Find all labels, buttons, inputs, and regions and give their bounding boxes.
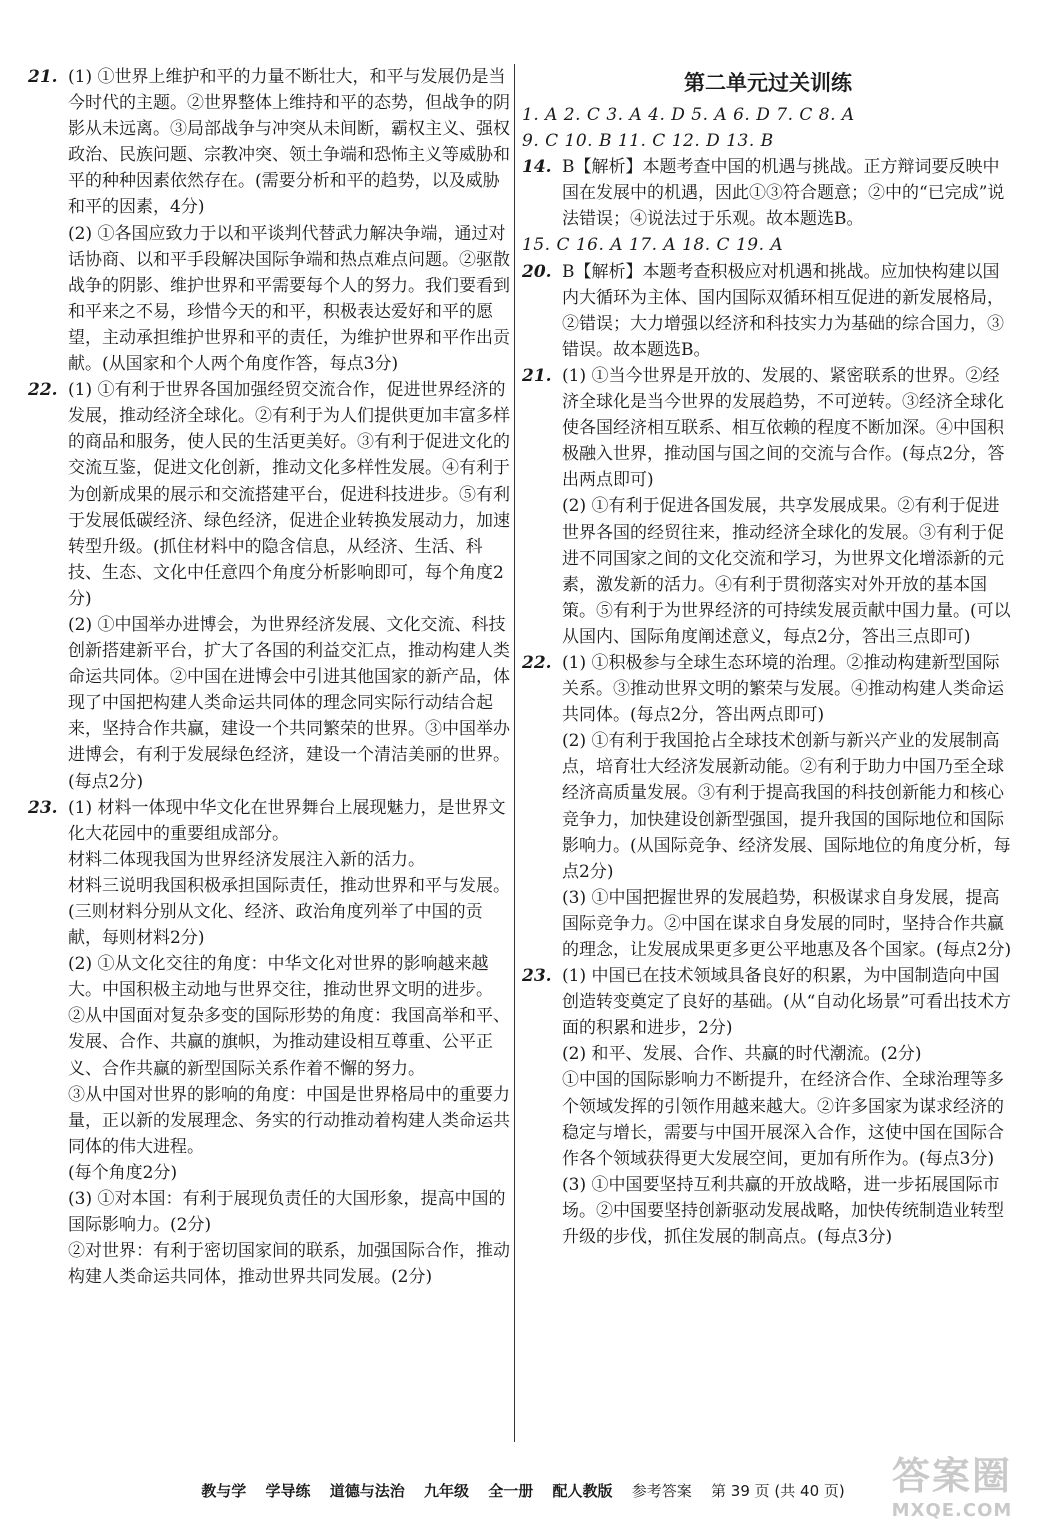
answer-part: 材料三说明我国积极承担国际责任，推动世界和平与发展。 [68,875,510,896]
question-14 [522,154,1014,232]
footer-edition: 配人教版 [552,1482,613,1500]
answer-body [68,377,510,795]
page-number: 第 39 页 (共 40 页) [711,1482,845,1500]
answer-part: (1) ①积极参与全球生态环境的治理。②推动构建新型国际关系。③推动世界文明的繁荣与发展。④推动构建人类命运共同体。(每点2分，答出两点即可) [562,652,1004,726]
footer-volume: 全一册 [488,1482,534,1500]
answer-part: ②对世界：有利于密切国家间的联系，加强国际合作，推动构建人类命运共同体，推动世界共同发展。(2分) [68,1241,510,1288]
footer-grade: 九年级 [424,1482,470,1500]
answer-part: (2) ①中国举办进博会，为世界经济发展、文化交流、科技创新搭建新平台，扩大了各国的利益交汇点，推动构建人类命运共同体。②中国在进博会中引进其他国家的新产品，体现了中国把构建人类命运共同体的理念同实际行动结合起来，坚持合作共赢，建设一个共同繁荣的世界。③中国举办进博会，有利于发展绿色经济，建设一个清洁美丽的世界。(每点2分) [68,614,510,792]
answer-part: (2) ①从文化交往的角度：中华文化对世界的影响越来越大。中国积极主动地与世界交往，推动世界文明的进步。 [68,954,493,1001]
answer-part: (2) ①有利于促进各国发展，共享发展成果。②有利于促进世界各国的经贸往来，推动经济全球化的发展。③有利于促进不同国家之间的文化交流和学习，为世界文化增添新的元素，激发新的活力。④有利于贯彻落实对外开放的基本国策。⑤有利于为世界经济的可持续发展贡献中国力量。(可以从国内、国际角度阐述意义，每点2分，答出三点即可) [562,496,1011,647]
footer-subject: 道德与法治 [329,1482,405,1500]
answer-part: (3) ①中国把握世界的发展趋势，积极谋求自身发展，提高国际竞争力。②中国在谋求自身发展的同时，坚持合作共赢的理念，让发展成果更多更公平地惠及各个国家。(每点2分) [562,887,1012,960]
question-number: 23. [28,797,58,818]
answer-part: (1) 中国已在技术领域具备良好的积累，为中国制造向中国创造转变奠定了良好的基础。(从“自动化场景”可看出技术方面的积累和进步，2分) [562,966,1012,1039]
watermark-logo: 答案圈 [891,1454,1012,1498]
question-number: 21. [28,67,58,87]
footer-series: 教与学 [201,1482,247,1500]
answer-part: (每个角度2分) [68,1162,178,1183]
question-number: 22. [28,380,58,401]
answer-part: (3) ①中国要坚持互利共赢的开放战略，进一步拓展国际市场。②中国要坚持创新驱动发展战略，加快传统制造业转型升级的步伐，抓住发展的制高点。(每点3分) [562,1174,1004,1248]
question-number: 22. [522,652,552,673]
question-21-right [522,363,1014,650]
answer-part: (1) ①世界上维护和平的力量不断壮大，和平与发展仍是当今时代的主题。②世界整体上维持和平的态势，但战争的阴影从未远离。③局部战争与冲突从未间断，霸权主义、强权政治、民族问题、宗教冲突、领土争端和恐怖主义等威胁和平的种种因素依然存在。(需要分析和平的趋势，以及威胁和平的因素，4分) [68,67,510,218]
left-column [28,64,510,1290]
question-20 [522,259,1014,363]
footer-series2: 学导练 [265,1482,311,1500]
question-number: 23. [522,966,552,987]
answer-body [562,650,1014,963]
answer-part: 材料二体现我国为世界经济发展注入新的活力。 [68,849,425,870]
answer-body [68,795,510,1291]
right-column [522,64,1014,1250]
question-23-left [28,795,510,1291]
question-22-left [28,377,510,795]
answer-part: ③从中国对世界的影响的角度：中国是世界格局中的重要力量，正以新的发展理念、务实的行动推动着构建人类命运共同体的伟大进程。 [68,1084,510,1157]
answer-part: (2) 和平、发展、合作、共赢的时代潮流。(2分) [562,1044,922,1065]
watermark-url: MXQE.COM [891,1500,1013,1521]
question-23-right [522,963,1014,1250]
answer-part: ①中国的国际影响力不断提升，在经济合作、全球治理等多个领域发挥的引领作用越来越大。②许多国家为谋求经济的稳定与增长，需要与中国开展深入合作，这使中国在国际合作各个领域获得更大发展空间，更加有所作为。(每点3分) [562,1070,1004,1169]
answer-part: (2) ①有利于我国抢占全球技术创新与新兴产业的发展制高点，培育壮大经济发展新动能。②有利于助力中国乃至全球经济高质量发展。③有利于提高我国的科技创新能力和核心竞争力，加快建设创新型强国，提升我国的国际地位和国际影响力。(从国际竞争、经济发展、国际地位的角度分析，每点2分) [562,731,1011,882]
question-number: 21. [522,365,552,386]
answer-part: ②从中国面对复杂多变的国际形势的角度：我国高举和平、发展、合作、共赢的旗帜，为推动建设相互尊重、公平正义、合作共赢的新型国际关系作着不懈的努力。 [68,1006,510,1079]
answer-part: (1) ①有利于世界各国加强经贸交流合作，促进世界经济的发展，推动经济全球化。②有利于为人们提供更加丰富多样的商品和服务，使人民的生活更美好。③有利于促进文化的交流互鉴，促进文化创新，推动文化多样性发展。④有利于为创新成果的展示和交流搭建平台，促进科技进步。⑤有利于发展低碳经济、绿色经济，促进企业转换发展动力，加速转型升级。(抓住材料中的隐含信息，从经济、生活、科技、生态、文化中任意四个角度分析影响即可，每个角度2分) [68,380,510,609]
question-number: 14. [522,157,552,178]
section-title: 第二单元过关训练 [684,71,852,95]
answer-body: B【解析】本题考查积极应对机遇和挑战。应加快构建以国内大循环为主体、国内国际双循环相互促进的新发展格局，②错误；大力增强以经济和科技实力为基础的综合国力，③错误。故本题选B。 [562,261,1004,360]
answer-body: B【解析】本题考查中国的机遇与挑战。正方辩词要反映中国在发展中的机遇，因此①③符合题意；②中的“已完成”说法错误；④说法过于乐观。故本题选B。 [562,157,1005,230]
answer-body [68,64,510,377]
footer-section: 参考答案 [631,1482,692,1500]
answer-part: (2) ①各国应致力于以和平谈判代替武力解决争端，通过对话协商、以和平手段解决国际争端和热点难点问题。②驱散战争的阴影、维护世界和平需要每个人的努力。我们要看到和平来之不易，珍惜今天的和平，积极表达爱好和平的愿望，主动承担维护世界和平的责任，为维护世界和平作出贡献。(从国家和个人两个角度作答，每点3分) [68,223,510,375]
question-21-left [28,64,510,377]
answer-part: (1) 材料一体现中华文化在世界舞台上展现魅力，是世界文化大花园中的重要组成部分。 [68,797,506,844]
watermark [872,1452,1032,1530]
answer-part: (三则材料分别从文化、经济、政治角度列举了中国的贡献，每则材料2分) [68,902,483,949]
multiple-choice-answers: 9. C 10. B 11. C 12. D 13. B [522,131,774,152]
answer-part: (1) ①当今世界是开放的、发展的、紧密联系的世界。②经济全球化是当今世界的发展趋势，不可逆转。③经济全球化使各国经济相互联系、相互依赖的程度不断加深。④中国积极融入世界，推动国与国之间的交流与合作。(每点2分，答出两点即可) [562,365,1005,491]
answer-body [562,963,1014,1250]
column-divider [514,64,515,1442]
question-number: 20. [522,261,552,282]
answer-part: (3) ①对本国：有利于展现负责任的大国形象，提高中国的国际影响力。(2分) [68,1189,506,1236]
question-22-right [522,650,1014,963]
multiple-choice-answers: 15. C 16. A 17. A 18. C 19. A [522,235,784,256]
multiple-choice-answers: 1. A 2. C 3. A 4. D 5. A 6. D 7. C 8. A [522,105,855,125]
answer-body [562,363,1014,650]
